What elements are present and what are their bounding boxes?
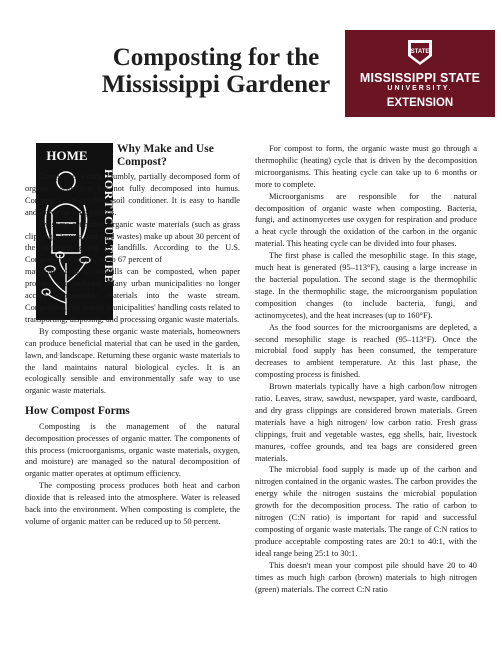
logo-extension-label: EXTENSION <box>386 97 454 109</box>
paragraph: Microorganisms are responsible for the natural decomposition of organic waste when composting. Bacteria, fungi, and actinomycetes use oxygen for respiration and produce a heat cycle through the oxidation of the carbon in the organic material. This heating cycle can be divided into four phases. <box>255 191 477 249</box>
paragraph: Brown materials typically have a high carbon/low nitrogen ratio. Leaves, straw, sawdust, newspaper, yard waste, cardboard, and dry grass clippings are considered brown materials. Green materials have a high nitrogen/ low carbon ratio. Fresh grass clippings, fruit and vegetable wastes, egg shells, hair, livestock manures, coffee grounds, and tea bags are considered green materials. <box>255 382 477 463</box>
svg-text:STATE: STATE <box>410 49 430 55</box>
logo-university-label: UNIVERSITY. <box>387 85 453 92</box>
paragraph: The first phase is called the mesophilic stage. In this stage, much heat is generated (95–113°F), causing a large increase in the bacterial population. The second stage is the thermophilic stage. In the thermophilic stage, the microorganism population composition changes (to include bacteria, fungi, and actinomycetes), and the heat increases (up to 160°F). <box>255 251 477 320</box>
title-line-2: Mississippi Gardener <box>101 71 331 98</box>
msu-extension-logo <box>345 30 495 117</box>
section-heading-why-compost: Why Make and Use Compost? <box>117 143 214 168</box>
paragraph: As the food sources for the microorganisms are depleted, a second mesophilic stage is reached (95–113°F). Once the microbial food supply has been consumed, the temperature decreases to ambient temperature. At this last phase, the composting process is finished. <box>255 322 477 380</box>
paragraph: This doesn't mean your compost pile should have 20 to 40 times as much high carbon (brown) materials to high nitrogen (green) materials. The correct C:N ratio <box>255 560 477 594</box>
left-column <box>25 143 240 528</box>
svg-text:HOME: HOME <box>46 148 88 163</box>
document-title <box>96 44 336 98</box>
paragraph: For compost to form, the organic waste must go through a thermophilic (heating) cycle that is driven by the decomposition microorganisms. This heating cycle can take up to 6 months or more to complete. <box>255 144 477 189</box>
paragraph: materials going to landfills can be composted, when paper products are included. Many urban municipalities no longer accept compostable materials into the waste stream. Composting can reduce municipalities' handling costs related to transporting, disposing, and processing organic waste materials. <box>25 267 240 324</box>
paragraph: The microbial food supply is made up of the carbon and nitrogen contained in the organic wastes. The carbon provides the energy while the nitrogen sustains the microbial population growth for the decomposition process. The ratio of carbon to nitrogen (C:N ratio) is important for rapid and successful composting of organic waste materials. The range of C:N ratios to produce acceptable composting rates are 20:1 to 40:1, with the ideal range being 25:1 to 30:1. <box>255 465 477 558</box>
paragraph: By composting these organic waste materials, homeowners can produce beneficial material that can be used in the garden, lawn, and landscape. Returning these organic waste materials to the land maintains natural biological cycles. It is an ecologically sensible and environmentally safe way to use organic waste materials. <box>25 326 240 396</box>
svg-text:HORTICULTURE: HORTICULTURE <box>102 169 116 285</box>
msu-seal-icon <box>404 36 436 68</box>
paragraph: Composting is the management of the natural decomposition processes of organic matter. The components of this process (microorganisms, organic waste materials, oxygen, and moisture) are managed so the natural decomposition of organic matter operates at optimum efficiency. <box>25 421 240 479</box>
logo-university-name: MISSISSIPPI STATE <box>359 71 481 85</box>
right-column <box>255 143 477 595</box>
paragraph: By some estimates, organic waste materials (such as grass clippings, leaves, and yard wastes) make up about 30 percent of the materials going to landfills. According to the U.S. Composting Council, up to 67 percent of <box>25 219 240 265</box>
paragraph: Compost is a dark, crumbly, partially decomposed form of organic waste that has not fully decomposed into humus. Compost is an excellent soil conditioner. It is easy to handle and stores for long periods. <box>25 172 240 217</box>
title-line-1: Composting for the <box>112 44 320 71</box>
paragraph: The composting process produces both heat and carbon dioxide that is released into the atmosphere. Water is released back into the environment. When composting is complete, the volume of organic matter can be reduced up to 50 percent. <box>25 481 240 526</box>
section-heading-how-compost-forms: How Compost Forms <box>25 405 130 418</box>
